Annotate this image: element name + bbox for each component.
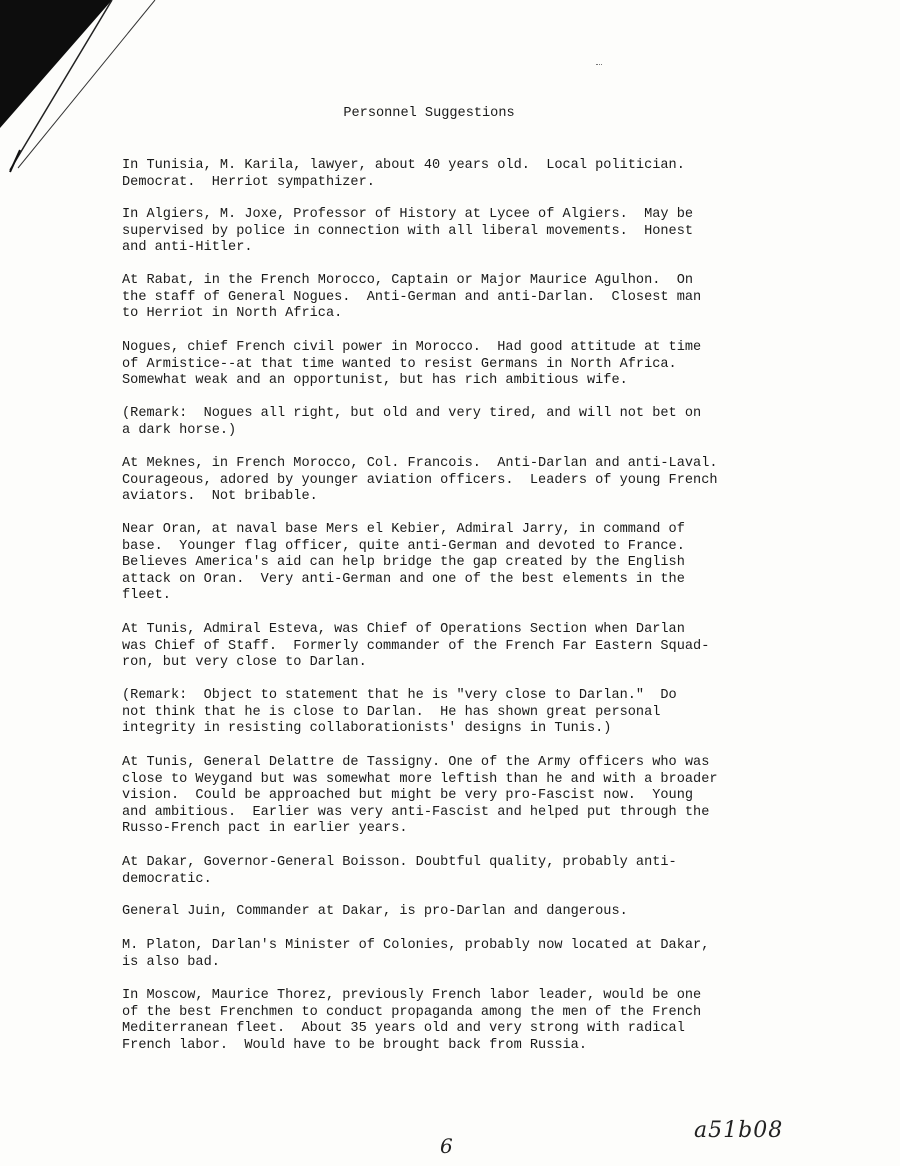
text-line: In Algiers, M. Joxe, Professor of History at Lycee of Algiers. May be: [122, 207, 694, 222]
text-line: aviators. Not bribable.: [122, 489, 318, 505]
text-line: is also bad.: [122, 954, 220, 970]
text-line: Democrat. Herriot sympathizer.: [122, 174, 375, 190]
text-line: In Tunisia, M. Karila, lawyer, about 40 years old. Local politician.: [122, 158, 685, 173]
text-line: supervised by police in connection with all liberal movements. Honest: [122, 223, 694, 239]
text-line: Believes America's aid can help bridge the gap created by the English: [122, 555, 685, 571]
paragraph: [122, 622, 812, 672]
text-line: not think that he is close to Darlan. He has shown great personal: [122, 704, 661, 720]
paragraph: [122, 207, 812, 257]
text-line: and anti-Hitler.: [122, 240, 253, 256]
text-line: to Herriot in North Africa.: [122, 306, 343, 322]
text-line: base. Younger flag officer, quite anti-German and devoted to France.: [122, 538, 685, 554]
paragraph: [122, 273, 812, 323]
text-line: and ambitious. Earlier was very anti-Fascist and helped put through the: [122, 804, 710, 820]
text-line: democratic.: [122, 871, 212, 887]
text-line: was Chief of Staff. Formerly commander of the French Far Eastern Squad-: [122, 638, 710, 654]
text-line: In Moscow, Maurice Thorez, previously French labor leader, would be one: [122, 988, 702, 1003]
text-line: (Remark: Object to statement that he is "very close to Darlan." Do: [122, 688, 677, 703]
paragraph: [122, 755, 812, 838]
text-line: French labor. Would have to be brought back from Russia.: [122, 1037, 587, 1053]
document-title: Personnel Suggestions: [343, 106, 515, 121]
text-line: of the best Frenchmen to conduct propaganda among the men of the French: [122, 1004, 702, 1020]
page-number: 6: [440, 1134, 453, 1158]
paragraph: [122, 688, 812, 738]
text-line: (Remark: Nogues all right, but old and very tired, and will not bet on: [122, 406, 702, 421]
paragraph: [122, 406, 812, 439]
text-line: At Tunis, Admiral Esteva, was Chief of Operations Section when Darlan: [122, 622, 685, 637]
paragraph: [122, 456, 812, 506]
text-line: Russo-French pact in earlier years.: [122, 821, 408, 837]
text-line: Somewhat weak and an opportunist, but has rich ambitious wife.: [122, 373, 628, 389]
paragraph: [122, 904, 812, 921]
text-line: Courageous, adored by younger aviation officers. Leaders of young French: [122, 472, 718, 488]
text-line: fleet.: [122, 588, 171, 604]
paragraph: [122, 938, 812, 971]
text-line: the staff of General Nogues. Anti-German and anti-Darlan. Closest man: [122, 289, 702, 305]
paragraph: [122, 522, 812, 605]
text-line: vision. Could be approached but might be very pro-Fascist now. Young: [122, 788, 694, 804]
text-line: General Juin, Commander at Dakar, is pro-Darlan and dangerous.: [122, 904, 628, 919]
scan-speck: [596, 64, 602, 68]
paragraph: [122, 340, 812, 390]
text-line: M. Platon, Darlan's Minister of Colonies, probably now located at Dakar,: [122, 938, 710, 953]
paragraph: [122, 988, 812, 1054]
text-line: ron, but very close to Darlan.: [122, 655, 367, 671]
text-line: At Rabat, in the French Morocco, Captain or Major Maurice Agulhon. On: [122, 273, 694, 288]
text-line: Nogues, chief French civil power in Morocco. Had good attitude at time: [122, 340, 702, 355]
paragraph: [122, 855, 812, 888]
text-line: close to Weygand but was somewhat more leftish than he and with a broader: [122, 771, 718, 787]
text-line: of Armistice--at that time wanted to resist Germans in North Africa.: [122, 356, 677, 372]
archive-number: a51b08: [694, 1118, 784, 1143]
text-line: At Meknes, in French Morocco, Col. Francois. Anti-Darlan and anti-Laval.: [122, 456, 718, 471]
paragraph: [122, 158, 812, 191]
text-line: Mediterranean fleet. About 35 years old and very strong with radical: [122, 1021, 685, 1037]
text-line: integrity in resisting collaborationists' designs in Tunis.): [122, 721, 612, 737]
text-line: At Dakar, Governor-General Boisson. Doubtful quality, probably anti-: [122, 855, 677, 870]
text-line: a dark horse.): [122, 422, 237, 438]
text-line: attack on Oran. Very anti-German and one of the best elements in the: [122, 571, 685, 587]
text-line: Near Oran, at naval base Mers el Kebier, Admiral Jarry, in command of: [122, 522, 685, 537]
text-line: At Tunis, General Delattre de Tassigny. One of the Army officers who was: [122, 755, 710, 770]
